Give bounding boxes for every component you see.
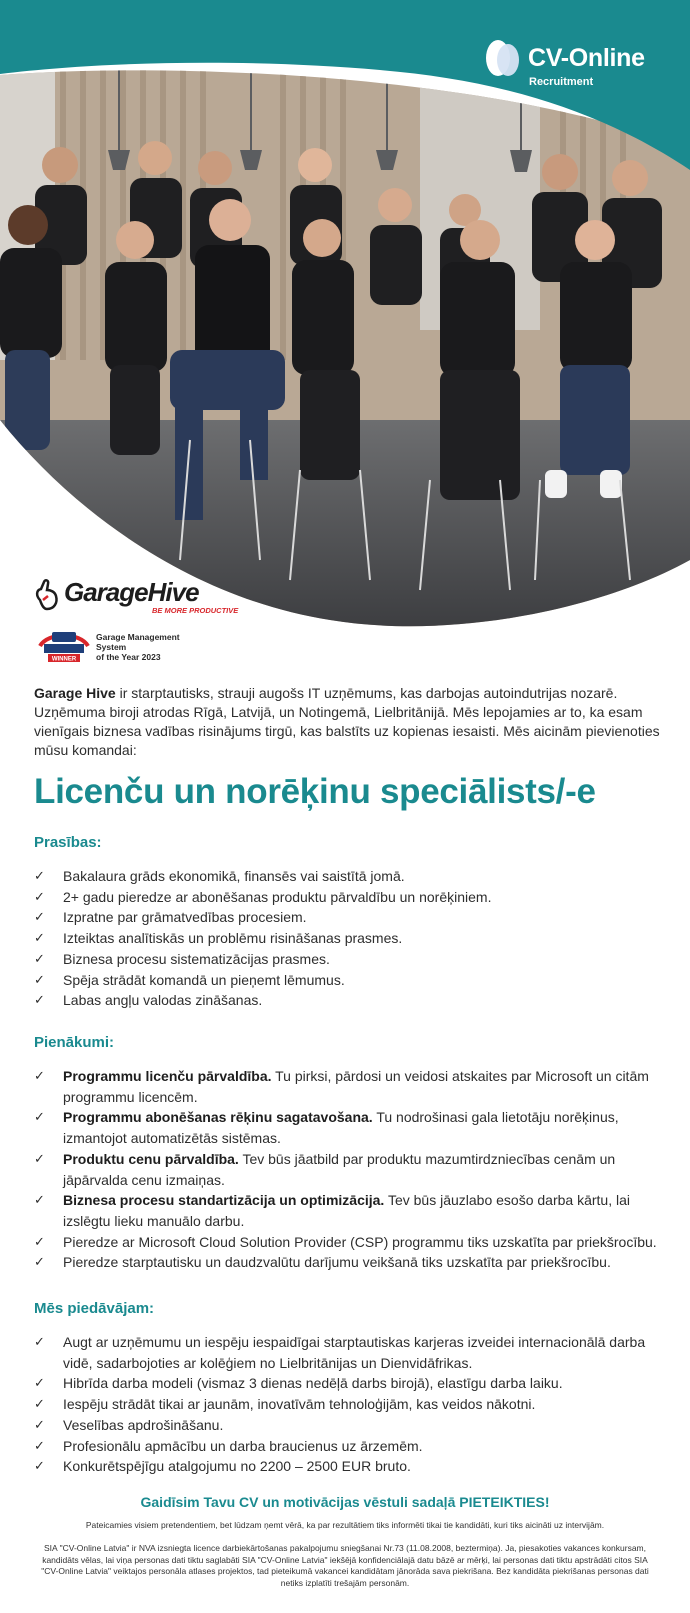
checkmark-icon: ✓ — [34, 868, 45, 883]
checkmark-icon: ✓ — [34, 1109, 45, 1125]
list-item: ✓ Augt ar uzņēmumu un iespēju iespaidīgai starptautiskas karjeras izveidei internacionālā darba vidē, sadarbojoties ar kolēģiem no Lielbritānijas un Dienvidāfrikas. — [34, 1334, 646, 1371]
list-item: ✓ Iespēju strādāt tikai ar jaunām, inovatīvām tehnoloģijām, kas veidos nākotni. — [34, 1394, 670, 1415]
offer-list — [34, 1332, 670, 1477]
list-item: ✓ Biznesa procesu sistematizācijas prasmes. — [34, 949, 670, 970]
list-item: ✓ Biznesa procesu standartizācija un optimizācija. Tev būs jāuzlabo esošo darba kārtu, lai izslēgtu lieku manuālo darbu. — [34, 1192, 630, 1229]
checkmark-icon: ✓ — [34, 1068, 45, 1083]
offer-heading: Mēs piedāvājam: — [34, 1300, 155, 1317]
checkmark-icon: ✓ — [34, 1254, 45, 1270]
legal-notice: SIA "CV-Online Latvia" ir NVA izsniegta licence darbiekārtošanas pakalpojumu sniegšanai Nr.73 (11.08.2008, beztermiņa). Ja, piesakoties vakances konkursam, kandidāts vēlas, lai viņa personas dati tiktu saglabāti SIA "CV-Online Latvia" iekšējā konfidenciālajā datu bāzē ar mērķi, lai personas dati tiktu apstrādāti citos SIA "CV-Online Latvia" veiktajos personāla atlases projektos, tad pieteikumā vakancei kandidātam jānorāda sava piekrišana. Bez kandidāta piekrišanas personas dati netiks izplatīti trešajām personām. — [41, 1543, 649, 1588]
list-item: ✓ Spēja strādāt komandā un pieņemt lēmumus. — [34, 970, 670, 991]
job-title: Licenču un norēķinu speciālists/-e — [34, 772, 596, 811]
list-item: ✓ Veselības apdrošināšanu. — [34, 1415, 670, 1436]
cv-online-name: CV-Online — [528, 44, 645, 72]
checkmark-icon: ✓ — [34, 992, 45, 1008]
checkmark-icon: ✓ — [34, 1334, 45, 1349]
checkmark-icon: ✓ — [34, 909, 45, 925]
cv-online-logo[interactable] — [484, 36, 674, 96]
garagehive-logo — [34, 576, 244, 620]
checkmark-icon: ✓ — [34, 950, 45, 966]
candidate-notice: Pateicamies visiem pretendentiem, bet lūdzam ņemt vērā, ka par rezultātiem tiks informēti tikai tie kandidāti, kuri tiks aicināti uz intervijām. — [85, 1520, 605, 1530]
award-text — [96, 632, 180, 662]
checkmark-icon: ✓ — [34, 1458, 45, 1474]
list-item: ✓ Konkurētspējīgu atalgojumu no 2200 – 2500 EUR bruto. — [34, 1456, 670, 1477]
list-item: ✓ Bakalaura grāds ekonomikā, finansēs vai saistītā jomā. — [34, 866, 670, 887]
list-item: ✓ Programmu licenču pārvaldība. Tu pirksi, pārdosi un veidosi atskaites par Microsoft un citām programmu licencēm. — [34, 1068, 649, 1105]
checkmark-icon: ✓ — [34, 1375, 45, 1391]
award-line: Garage Management — [96, 632, 180, 642]
checkmark-icon: ✓ — [34, 1416, 45, 1432]
checkmark-icon: ✓ — [34, 930, 45, 946]
hand-logo-icon — [34, 578, 64, 612]
requirements-heading: Prasības: — [34, 834, 102, 851]
checkmark-icon: ✓ — [34, 1150, 45, 1166]
list-item: ✓ Izteiktas analītiskās un problēmu risināšanas prasmes. — [34, 928, 670, 949]
checkmark-icon: ✓ — [34, 1233, 45, 1249]
award-winner-text: WINNER — [51, 656, 77, 663]
list-item: ✓ 2+ gadu pieredze ar abonēšanas produktu pārvaldību un norēķiniem. — [34, 887, 670, 908]
checkmark-icon: ✓ — [34, 1437, 45, 1453]
checkmark-icon: ✓ — [34, 1396, 45, 1412]
list-item: ✓ Pieredze ar Microsoft Cloud Solution Provider (CSP) programmu tiks uzskatīta par priekšrocību. — [34, 1232, 670, 1253]
checkmark-icon: ✓ — [34, 1192, 45, 1208]
checkmark-icon: ✓ — [34, 971, 45, 987]
hero-section — [0, 0, 690, 640]
cv-online-mark-icon — [484, 38, 524, 80]
checkmark-icon: ✓ — [34, 888, 45, 904]
apply-call-to-action: Gaidīsim Tavu CV un motivācijas vēstuli sadaļā PIETEIKTIES! — [140, 1494, 550, 1510]
award-badge-icon — [36, 628, 92, 664]
list-item: ✓ Labas angļu valodas zināšanas. — [34, 990, 670, 1011]
list-item: ✓ Profesionālu apmācību un darba braucienus uz ārzemēm. — [34, 1436, 670, 1457]
list-item: ✓ Programmu abonēšanas rēķinu sagatavošana. Tu nodrošinasi gala lietotāju norēķinus, izmantojot automatizētās sistēmas. — [34, 1109, 619, 1147]
intro-text: ir starptautisks, strauji augošs IT uzņēmums, kas darbojas autoindutrijas nozarē. Uzņēmuma biroji atrodas Rīgā, Latvijā, un Notingemā, Lielbritānijā. Mēs lepojamies ar to, ka esam vienīgais biznesa vadības risinājums tirgū, kas balstīts uz kopienas iesaisti. Mēs aicinām pievienoties mūsu komandai: — [34, 685, 660, 758]
garagehive-tagline: BE MORE PRODUCTIVE — [152, 606, 239, 615]
cv-online-subtitle: Recruitment — [529, 76, 594, 88]
list-item: ✓ Izpratne par grāmatvedības procesiem. — [34, 907, 670, 928]
duties-heading: Pienākumi: — [34, 1034, 115, 1051]
intro-paragraph — [34, 684, 662, 760]
team-photo — [0, 0, 690, 640]
company-name: Garage Hive — [34, 685, 116, 701]
list-item: ✓ Hibrīda darba modeli (vismaz 3 dienas nedēļā darbs birojā), elastīgu darba laiku. — [34, 1373, 670, 1394]
award-block — [36, 628, 256, 664]
award-line: System — [96, 642, 127, 652]
list-item: ✓ Produktu cenu pārvaldība. Tev būs jāatbild par produktu mazumtirdzniecības cenām un jāpārvalda cenu izmaiņas. — [34, 1150, 616, 1188]
list-item: ✓ Pieredze starptautisku un daudzvalūtu darījumu veikšanā tiks uzskatīta par priekšrocību. — [34, 1252, 670, 1273]
garagehive-wordmark: GarageHive — [64, 577, 199, 607]
award-line: of the Year 2023 — [96, 652, 161, 662]
requirements-list — [34, 866, 670, 1011]
duties-list — [34, 1066, 670, 1273]
